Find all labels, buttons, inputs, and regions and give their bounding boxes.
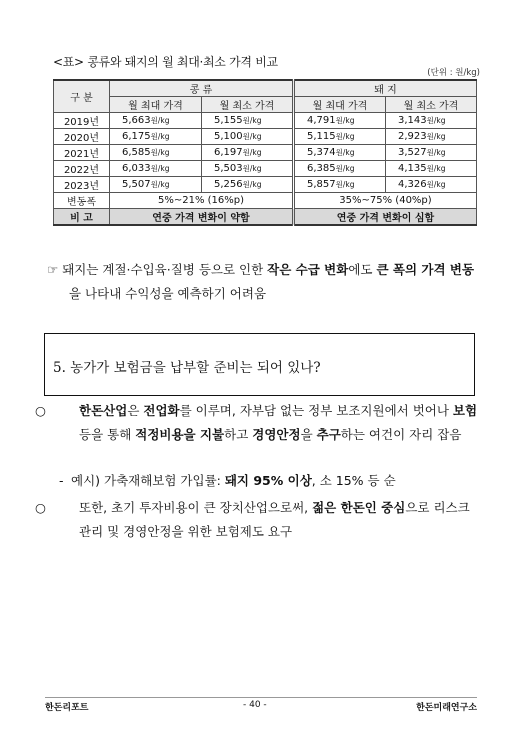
pig-max-cell — [294, 177, 386, 193]
table-row — [54, 129, 477, 145]
year-cell — [54, 177, 110, 193]
cell-value: 4,791 — [307, 115, 336, 126]
table-row — [54, 177, 477, 193]
cell-unit: 원/kg — [426, 116, 446, 125]
bean-min-cell — [202, 177, 294, 193]
bullet-text: , 소 15% 등 순 — [311, 473, 396, 488]
note-row — [54, 209, 477, 226]
bean-max-cell — [110, 145, 202, 161]
cell-unit: 원/kg — [426, 180, 446, 189]
range-pig: 35%~75% (40%p) — [294, 193, 477, 209]
question-box — [44, 333, 475, 396]
cell-unit: 원/kg — [242, 148, 262, 157]
note-bean: 연중 가격 변화이 약함 — [110, 209, 294, 226]
header-bean-max: 월 최대 가격 — [110, 97, 202, 113]
bean-min-cell — [202, 145, 294, 161]
footer-publisher: 한돈미래연구소 — [416, 703, 477, 713]
bullet-emphasis: 돼지 95% 이상 — [224, 473, 312, 488]
bullet-text: 를 이루며, 자부담 없는 정부 보조지원에서 벗어나 — [179, 403, 453, 418]
cell-unit: 원/kg — [150, 132, 170, 141]
table-caption: <표> 콩류와 돼지의 월 최대·최소 가격 비교 — [53, 55, 278, 69]
cell-unit: 원/kg — [335, 148, 355, 157]
bullet-text: 하는 여건이 자리 잡음 — [340, 427, 462, 442]
range-label: 변동폭 — [54, 193, 110, 209]
circle-bullet-icon: ○ — [35, 403, 46, 418]
cell-unit: 원/kg — [335, 116, 355, 125]
cell-value: 3,143 — [398, 115, 427, 126]
year-cell — [54, 129, 110, 145]
bullet-text: 하고 — [224, 427, 253, 442]
header-category: 구 분 — [54, 80, 110, 113]
pig-max-cell — [294, 161, 386, 177]
footer-divider — [45, 697, 477, 698]
note-text: 에도 — [348, 262, 377, 277]
bean-min-cell — [202, 113, 294, 129]
table-row — [54, 161, 477, 177]
note-label: 비 고 — [54, 209, 110, 226]
pig-min-cell — [386, 113, 477, 129]
bean-max-cell — [110, 129, 202, 145]
bean-max-cell — [110, 113, 202, 129]
header-pig: 돼 지 — [294, 80, 477, 97]
bullet-emphasis: 추구 — [316, 427, 341, 442]
cell-value: 4,326 — [398, 179, 427, 190]
pointing-hand-icon: ☞ — [47, 262, 59, 277]
cell-value: 5,503 — [214, 163, 243, 174]
summary-note — [47, 258, 479, 306]
note-emphasis: 작은 수급 변화 — [267, 262, 349, 277]
note-pig: 연중 가격 변화이 심함 — [294, 209, 477, 226]
dash-bullet-icon: - — [59, 473, 64, 488]
bean-max-cell — [110, 161, 202, 177]
cell-unit: 원/kg — [335, 164, 355, 173]
year-cell — [54, 161, 110, 177]
cell-value: 6,175 — [122, 131, 151, 142]
cell-value: 2022년 — [63, 165, 100, 176]
cell-value: 5,256 — [214, 179, 243, 190]
cell-unit: 원/kg — [335, 180, 355, 189]
note-text: 을 나타내 수익성을 예측하기 어려움 — [69, 286, 267, 301]
cell-value: 4,135 — [398, 163, 427, 174]
cell-value: 5,663 — [122, 115, 151, 126]
cell-unit: 원/kg — [150, 116, 170, 125]
cell-value: 2020년 — [63, 133, 100, 144]
question-heading: 5. 농가가 보험금을 납부할 준비는 되어 있나? — [53, 360, 321, 376]
table-row — [54, 113, 477, 129]
note-text: 돼지는 계절·수입육·질병 등으로 인한 — [62, 262, 268, 277]
header-bean-min: 월 최소 가격 — [202, 97, 294, 113]
pig-max-cell — [294, 129, 386, 145]
bullet-text: 을 — [300, 427, 317, 442]
pig-min-cell — [386, 161, 477, 177]
bullet-text: 예시) 가축재해보험 가입률: — [71, 473, 225, 488]
cell-value: 2,923 — [398, 131, 427, 142]
pig-max-cell — [294, 113, 386, 129]
footer-publication: 한돈리포트 — [45, 703, 89, 713]
range-bean: 5%~21% (16%p) — [110, 193, 294, 209]
range-row — [54, 193, 477, 209]
cell-unit: 원/kg — [242, 164, 262, 173]
cell-unit: 원/kg — [150, 164, 170, 173]
cell-unit: 원/kg — [242, 132, 262, 141]
header-pig-max: 월 최대 가격 — [294, 97, 386, 113]
bullet-text: 으로 리스크 관리 및 경영안정을 위한 보험제도 요구 — [79, 500, 470, 539]
bullet-2 — [59, 469, 483, 493]
cell-unit: 원/kg — [426, 148, 446, 157]
bullet-3 — [35, 496, 481, 544]
pig-min-cell — [386, 145, 477, 161]
cell-value: 2019년 — [63, 117, 100, 128]
cell-value: 5,374 — [307, 147, 336, 158]
bullet-emphasis: 적정비용을 지불 — [135, 427, 225, 442]
cell-unit: 원/kg — [242, 180, 262, 189]
bean-min-cell — [202, 161, 294, 177]
cell-value: 5,100 — [214, 131, 243, 142]
bullet-emphasis: 전업화 — [143, 403, 180, 418]
cell-value: 3,527 — [398, 147, 427, 158]
cell-value: 5,507 — [122, 179, 151, 190]
bean-min-cell — [202, 129, 294, 145]
bullet-emphasis: 경영안정 — [252, 427, 301, 442]
cell-unit: 원/kg — [150, 180, 170, 189]
cell-value: 5,115 — [307, 131, 336, 142]
cell-value: 2021년 — [63, 149, 100, 160]
bean-max-cell — [110, 177, 202, 193]
cell-value: 5,857 — [307, 179, 336, 190]
cell-unit: 원/kg — [426, 132, 446, 141]
bullet-emphasis: 한돈산업 — [79, 403, 128, 418]
cell-unit: 원/kg — [426, 164, 446, 173]
pig-min-cell — [386, 177, 477, 193]
price-comparison-table — [53, 79, 477, 226]
cell-unit: 원/kg — [242, 116, 262, 125]
cell-unit: 원/kg — [150, 148, 170, 157]
note-emphasis: 큰 폭의 가격 변동 — [376, 262, 475, 277]
table-row — [54, 145, 477, 161]
pig-min-cell — [386, 129, 477, 145]
bullet-text: 은 — [127, 403, 144, 418]
cell-value: 2023년 — [63, 181, 100, 192]
cell-value: 5,155 — [214, 115, 243, 126]
header-beans: 콩 류 — [110, 80, 294, 97]
unit-label: (단위 : 원/kg) — [427, 68, 480, 78]
cell-value: 6,585 — [122, 147, 151, 158]
pig-max-cell — [294, 145, 386, 161]
bullet-1 — [35, 399, 481, 447]
bullet-emphasis: 보험 — [452, 403, 478, 418]
bullet-text: 또한, 초기 투자비용이 큰 장치산업으로써, — [79, 500, 313, 515]
page-number: - 40 - — [243, 700, 267, 710]
cell-unit: 원/kg — [335, 132, 355, 141]
year-cell — [54, 113, 110, 129]
year-cell — [54, 145, 110, 161]
cell-value: 6,033 — [122, 163, 151, 174]
header-pig-min: 월 최소 가격 — [386, 97, 477, 113]
bullet-emphasis: 젊은 한돈인 중심 — [312, 500, 406, 515]
cell-value: 6,385 — [307, 163, 336, 174]
circle-bullet-icon: ○ — [35, 500, 46, 515]
cell-value: 6,197 — [214, 147, 243, 158]
bullet-text: 등을 통해 — [79, 427, 136, 442]
